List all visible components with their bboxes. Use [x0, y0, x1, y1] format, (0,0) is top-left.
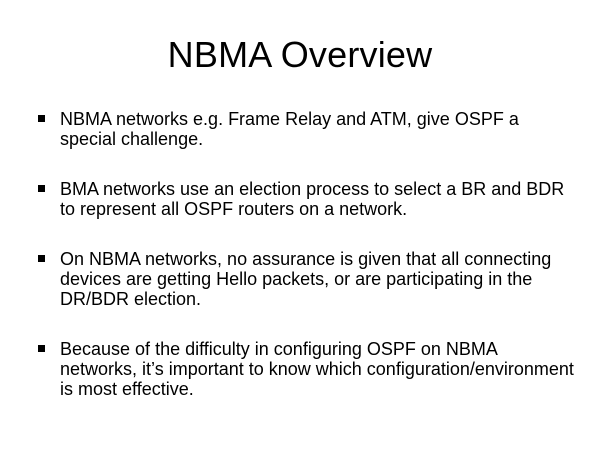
bullet-item: [36, 109, 576, 149]
square-bullet-icon: [38, 115, 45, 122]
bullet-item: [36, 249, 576, 309]
square-bullet-icon: [38, 185, 45, 192]
square-bullet-icon: [38, 345, 45, 352]
bullet-item: [36, 339, 576, 399]
bullet-text: Because of the difficulty in configuring OSPF on NBMA networks, it’s important to know which configuration/environment is most effective.: [60, 339, 574, 399]
bullet-item: [36, 179, 576, 219]
bullet-text: BMA networks use an election process to select a BR and BDR to represent all OSPF routers on a network.: [60, 179, 565, 219]
square-bullet-icon: [38, 255, 45, 262]
bullet-list: [36, 109, 576, 399]
bullet-text: On NBMA networks, no assurance is given that all connecting devices are getting Hello packets, or are participating in the DR/BDR election.: [60, 249, 552, 309]
slide-title: NBMA Overview: [167, 34, 433, 75]
bullet-text: NBMA networks e.g. Frame Relay and ATM, give OSPF a special challenge.: [60, 109, 519, 149]
